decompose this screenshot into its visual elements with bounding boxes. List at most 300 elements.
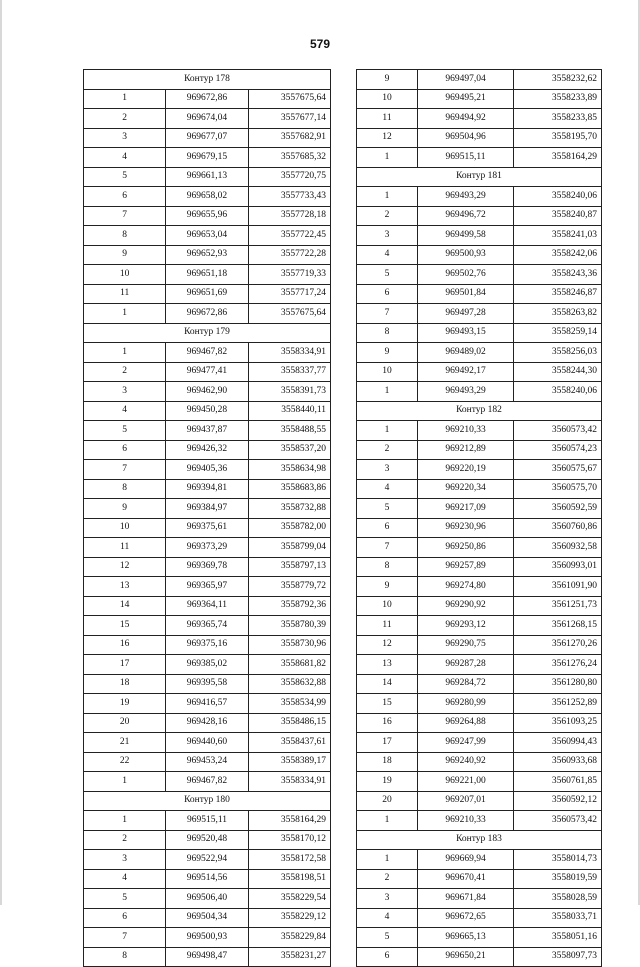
point-number: 13 xyxy=(84,577,166,597)
point-number: 6 xyxy=(357,518,418,538)
coordinate-y: 3561251,73 xyxy=(514,596,602,616)
point-number: 8 xyxy=(84,947,166,967)
point-number: 1 xyxy=(357,811,418,831)
coordinate-x: 969669,94 xyxy=(418,850,514,870)
point-number: 9 xyxy=(84,245,166,265)
coordinate-x: 969506,40 xyxy=(166,889,248,909)
point-number: 2 xyxy=(357,869,418,889)
point-number: 1 xyxy=(357,148,418,168)
table-row xyxy=(357,772,602,792)
point-number: 9 xyxy=(84,499,166,519)
coordinate-x: 969670,41 xyxy=(418,869,514,889)
coordinate-y: 3558172,58 xyxy=(248,850,330,870)
point-number: 4 xyxy=(357,908,418,928)
table-row xyxy=(84,187,331,207)
table-row xyxy=(357,206,602,226)
coordinate-x: 969658,02 xyxy=(166,187,248,207)
point-number: 1 xyxy=(84,811,166,831)
coordinate-y: 3558231,27 xyxy=(248,947,330,967)
table-row xyxy=(84,928,331,948)
point-number: 17 xyxy=(84,655,166,675)
point-number: 2 xyxy=(84,109,166,129)
coordinate-x: 969364,11 xyxy=(166,596,248,616)
table-row xyxy=(357,577,602,597)
coordinate-x: 969499,58 xyxy=(418,226,514,246)
coordinate-x: 969250,86 xyxy=(418,538,514,558)
coordinate-x: 969651,69 xyxy=(166,284,248,304)
coordinate-y: 3558229,54 xyxy=(248,889,330,909)
table-row xyxy=(357,304,602,324)
point-number: 6 xyxy=(357,284,418,304)
table-row xyxy=(84,206,331,226)
point-number: 1 xyxy=(84,89,166,109)
table-row xyxy=(357,518,602,538)
table-row xyxy=(357,596,602,616)
table-row xyxy=(357,616,602,636)
point-number: 15 xyxy=(357,694,418,714)
point-number: 12 xyxy=(357,635,418,655)
point-number: 4 xyxy=(84,148,166,168)
contour-title: Контур 179 xyxy=(84,323,331,343)
point-number: 9 xyxy=(357,577,418,597)
page-number: 579 xyxy=(309,37,331,51)
point-number: 16 xyxy=(357,713,418,733)
coordinate-x: 969650,21 xyxy=(418,947,514,967)
coordinate-x: 969395,58 xyxy=(166,674,248,694)
table-row xyxy=(84,596,331,616)
coordinate-x: 969494,92 xyxy=(418,109,514,129)
point-number: 5 xyxy=(357,265,418,285)
coordinate-y: 3557675,64 xyxy=(248,89,330,109)
coordinate-y: 3558240,06 xyxy=(514,382,602,402)
point-number: 1 xyxy=(357,850,418,870)
coordinate-y: 3557728,18 xyxy=(248,206,330,226)
table-row xyxy=(84,304,331,324)
table-row xyxy=(357,128,602,148)
table-row xyxy=(84,265,331,285)
coordinate-x: 969221,00 xyxy=(418,772,514,792)
table-row xyxy=(84,245,331,265)
coordinate-x: 969428,16 xyxy=(166,713,248,733)
coordinate-x: 969496,72 xyxy=(418,206,514,226)
point-number: 9 xyxy=(357,70,418,90)
coordinate-x: 969240,92 xyxy=(418,752,514,772)
coordinate-y: 3558780,39 xyxy=(248,616,330,636)
point-number: 22 xyxy=(84,752,166,772)
coordinate-y: 3558634,98 xyxy=(248,460,330,480)
coordinates-table-left xyxy=(83,69,331,967)
coordinate-y: 3558782,00 xyxy=(248,518,330,538)
coordinate-x: 969440,60 xyxy=(166,733,248,753)
point-number: 11 xyxy=(357,109,418,129)
coordinate-y: 3558233,85 xyxy=(514,109,602,129)
table-row xyxy=(84,226,331,246)
point-number: 12 xyxy=(357,128,418,148)
table-row xyxy=(357,323,602,343)
table-row xyxy=(84,343,331,363)
coordinate-y: 3558681,82 xyxy=(248,655,330,675)
coordinate-x: 969212,89 xyxy=(418,440,514,460)
point-number: 4 xyxy=(84,869,166,889)
contour-title: Контур 182 xyxy=(357,401,602,421)
coordinate-x: 969247,99 xyxy=(418,733,514,753)
coordinate-y: 3561270,26 xyxy=(514,635,602,655)
coordinate-y: 3558391,73 xyxy=(248,382,330,402)
coordinate-x: 969493,29 xyxy=(418,382,514,402)
coordinate-y: 3558164,29 xyxy=(514,148,602,168)
coordinate-x: 969280,99 xyxy=(418,694,514,714)
coordinate-y: 3558019,59 xyxy=(514,869,602,889)
coordinate-x: 969210,33 xyxy=(418,421,514,441)
coordinate-y: 3560761,85 xyxy=(514,772,602,792)
coordinate-y: 3558792,36 xyxy=(248,596,330,616)
coordinate-x: 969672,65 xyxy=(418,908,514,928)
point-number: 6 xyxy=(84,187,166,207)
contour-title: Контур 183 xyxy=(357,830,602,850)
coordinate-y: 3557720,75 xyxy=(248,167,330,187)
coordinate-y: 3558779,72 xyxy=(248,577,330,597)
coordinate-x: 969437,87 xyxy=(166,421,248,441)
coordinate-x: 969210,33 xyxy=(418,811,514,831)
coordinates-table-right xyxy=(356,69,602,967)
table-row xyxy=(357,635,602,655)
table-row xyxy=(357,733,602,753)
table-row xyxy=(357,947,602,967)
table-row xyxy=(357,655,602,675)
point-number: 11 xyxy=(84,284,166,304)
contour-header-row xyxy=(357,830,602,850)
table-row xyxy=(84,460,331,480)
point-number: 2 xyxy=(357,440,418,460)
coordinate-x: 969522,94 xyxy=(166,850,248,870)
point-number: 10 xyxy=(357,596,418,616)
coordinate-x: 969492,17 xyxy=(418,362,514,382)
coordinate-y: 3560573,42 xyxy=(514,811,602,831)
coordinate-y: 3560760,86 xyxy=(514,518,602,538)
coordinate-x: 969287,28 xyxy=(418,655,514,675)
point-number: 3 xyxy=(84,128,166,148)
point-number: 18 xyxy=(84,674,166,694)
table-row xyxy=(357,265,602,285)
point-number: 10 xyxy=(84,265,166,285)
coordinate-y: 3558243,36 xyxy=(514,265,602,285)
point-number: 19 xyxy=(357,772,418,792)
point-number: 3 xyxy=(84,382,166,402)
coordinate-y: 3558437,61 xyxy=(248,733,330,753)
table-row xyxy=(84,850,331,870)
coordinate-x: 969416,57 xyxy=(166,694,248,714)
table-row xyxy=(84,811,331,831)
point-number: 8 xyxy=(357,557,418,577)
coordinate-y: 3558334,91 xyxy=(248,343,330,363)
table-row xyxy=(84,577,331,597)
coordinate-x: 969672,86 xyxy=(166,304,248,324)
coordinate-x: 969365,97 xyxy=(166,577,248,597)
coordinate-x: 969467,82 xyxy=(166,772,248,792)
coordinate-x: 969375,16 xyxy=(166,635,248,655)
coordinate-x: 969394,81 xyxy=(166,479,248,499)
point-number: 20 xyxy=(84,713,166,733)
coordinate-x: 969467,82 xyxy=(166,343,248,363)
coordinate-y: 3560573,42 xyxy=(514,421,602,441)
table-row xyxy=(84,655,331,675)
coordinate-x: 969493,29 xyxy=(418,187,514,207)
point-number: 10 xyxy=(84,518,166,538)
table-row xyxy=(84,362,331,382)
table-row xyxy=(357,674,602,694)
scan-edge-left xyxy=(0,0,2,905)
coordinate-y: 3558164,29 xyxy=(248,811,330,831)
point-number: 8 xyxy=(357,323,418,343)
table-row xyxy=(357,382,602,402)
contour-title: Контур 181 xyxy=(357,167,602,187)
coordinate-x: 969290,75 xyxy=(418,635,514,655)
coordinate-y: 3558259,14 xyxy=(514,323,602,343)
point-number: 5 xyxy=(357,499,418,519)
point-number: 19 xyxy=(84,694,166,714)
coordinate-y: 3558244,30 xyxy=(514,362,602,382)
table-row xyxy=(84,635,331,655)
coordinate-y: 3560592,12 xyxy=(514,791,602,811)
coordinate-y: 3557719,33 xyxy=(248,265,330,285)
coordinate-y: 3561091,90 xyxy=(514,577,602,597)
table-row xyxy=(357,811,602,831)
table-row xyxy=(357,908,602,928)
point-number: 1 xyxy=(84,343,166,363)
coordinate-y: 3558170,12 xyxy=(248,830,330,850)
point-number: 6 xyxy=(357,947,418,967)
table-row xyxy=(357,284,602,304)
point-number: 5 xyxy=(84,421,166,441)
coordinate-y: 3558028,59 xyxy=(514,889,602,909)
coordinate-x: 969497,04 xyxy=(418,70,514,90)
coordinate-y: 3561093,25 xyxy=(514,713,602,733)
coordinate-x: 969257,89 xyxy=(418,557,514,577)
coordinate-y: 3561280,80 xyxy=(514,674,602,694)
coordinate-x: 969375,61 xyxy=(166,518,248,538)
point-number: 8 xyxy=(84,479,166,499)
coordinate-y: 3558033,71 xyxy=(514,908,602,928)
table-row xyxy=(84,167,331,187)
table-row xyxy=(84,109,331,129)
coordinate-y: 3560932,58 xyxy=(514,538,602,558)
coordinate-x: 969495,21 xyxy=(418,89,514,109)
point-number: 6 xyxy=(84,440,166,460)
point-number: 7 xyxy=(84,206,166,226)
point-number: 2 xyxy=(84,830,166,850)
contour-title: Контур 178 xyxy=(84,70,331,90)
coordinate-y: 3557733,43 xyxy=(248,187,330,207)
coordinate-x: 969677,07 xyxy=(166,128,248,148)
coordinate-x: 969369,78 xyxy=(166,557,248,577)
point-number: 20 xyxy=(357,791,418,811)
point-number: 15 xyxy=(84,616,166,636)
coordinate-y: 3557682,91 xyxy=(248,128,330,148)
coordinate-x: 969293,12 xyxy=(418,616,514,636)
table-row xyxy=(84,752,331,772)
coordinate-y: 3558486,15 xyxy=(248,713,330,733)
point-number: 2 xyxy=(84,362,166,382)
coordinate-y: 3560574,23 xyxy=(514,440,602,460)
coordinate-y: 3558334,91 xyxy=(248,772,330,792)
coordinate-x: 969220,19 xyxy=(418,460,514,480)
table-row xyxy=(84,947,331,967)
coordinate-y: 3558246,87 xyxy=(514,284,602,304)
coordinate-x: 969672,86 xyxy=(166,89,248,109)
coordinate-x: 969497,28 xyxy=(418,304,514,324)
coordinate-y: 3558683,86 xyxy=(248,479,330,499)
coordinate-y: 3558097,73 xyxy=(514,947,602,967)
contour-header-row xyxy=(357,401,602,421)
coordinate-y: 3558240,87 xyxy=(514,206,602,226)
table-row xyxy=(357,557,602,577)
point-number: 3 xyxy=(357,226,418,246)
table-row xyxy=(84,148,331,168)
point-number: 1 xyxy=(357,421,418,441)
point-number: 1 xyxy=(357,382,418,402)
coordinate-x: 969679,15 xyxy=(166,148,248,168)
coordinate-y: 3558233,89 xyxy=(514,89,602,109)
coordinate-y: 3558198,51 xyxy=(248,869,330,889)
point-number: 4 xyxy=(84,401,166,421)
table-row xyxy=(84,772,331,792)
contour-title: Контур 180 xyxy=(84,791,331,811)
coordinate-y: 3558534,99 xyxy=(248,694,330,714)
point-number: 7 xyxy=(84,460,166,480)
table-row xyxy=(357,343,602,363)
coordinate-y: 3557675,64 xyxy=(248,304,330,324)
coordinate-y: 3558337,77 xyxy=(248,362,330,382)
coordinate-x: 969450,28 xyxy=(166,401,248,421)
coordinate-y: 3558440,11 xyxy=(248,401,330,421)
coordinate-x: 969651,18 xyxy=(166,265,248,285)
coordinate-x: 969385,02 xyxy=(166,655,248,675)
coordinate-y: 3558732,88 xyxy=(248,499,330,519)
table-row xyxy=(84,382,331,402)
coordinate-x: 969264,88 xyxy=(418,713,514,733)
coordinate-x: 969652,93 xyxy=(166,245,248,265)
coordinate-y: 3558263,82 xyxy=(514,304,602,324)
coordinate-x: 969489,02 xyxy=(418,343,514,363)
coordinate-x: 969365,74 xyxy=(166,616,248,636)
coordinate-x: 969207,01 xyxy=(418,791,514,811)
coordinate-x: 969493,15 xyxy=(418,323,514,343)
table-row xyxy=(357,187,602,207)
coordinate-y: 3560592,59 xyxy=(514,499,602,519)
table-row xyxy=(357,109,602,129)
point-number: 5 xyxy=(84,167,166,187)
point-number: 10 xyxy=(357,362,418,382)
coordinate-y: 3558799,04 xyxy=(248,538,330,558)
point-number: 8 xyxy=(84,226,166,246)
coordinate-x: 969501,84 xyxy=(418,284,514,304)
table-row xyxy=(84,128,331,148)
point-number: 12 xyxy=(84,557,166,577)
coordinate-x: 969462,90 xyxy=(166,382,248,402)
coordinate-x: 969515,11 xyxy=(418,148,514,168)
point-number: 11 xyxy=(357,616,418,636)
table-row xyxy=(84,421,331,441)
point-number: 1 xyxy=(84,304,166,324)
coordinate-y: 3558241,03 xyxy=(514,226,602,246)
coordinate-x: 969520,48 xyxy=(166,830,248,850)
point-number: 9 xyxy=(357,343,418,363)
coordinate-x: 969665,13 xyxy=(418,928,514,948)
coordinate-x: 969515,11 xyxy=(166,811,248,831)
table-row xyxy=(357,928,602,948)
point-number: 3 xyxy=(84,850,166,870)
point-number: 5 xyxy=(357,928,418,948)
coordinate-x: 969671,84 xyxy=(418,889,514,909)
coordinate-y: 3561268,15 xyxy=(514,616,602,636)
table-row xyxy=(84,889,331,909)
coordinate-y: 3560575,67 xyxy=(514,460,602,480)
contour-header-row xyxy=(84,70,331,90)
coordinate-x: 969290,92 xyxy=(418,596,514,616)
table-row xyxy=(84,674,331,694)
coordinate-y: 3561276,24 xyxy=(514,655,602,675)
coordinate-x: 969217,09 xyxy=(418,499,514,519)
coordinate-x: 969453,24 xyxy=(166,752,248,772)
table-row xyxy=(357,421,602,441)
table-row xyxy=(84,499,331,519)
table-row xyxy=(357,752,602,772)
coordinate-x: 969284,72 xyxy=(418,674,514,694)
coordinate-y: 3557717,24 xyxy=(248,284,330,304)
coordinate-x: 969220,34 xyxy=(418,479,514,499)
coordinate-y: 3558730,96 xyxy=(248,635,330,655)
table-row xyxy=(357,499,602,519)
coordinate-x: 969500,93 xyxy=(418,245,514,265)
point-number: 6 xyxy=(84,908,166,928)
point-number: 21 xyxy=(84,733,166,753)
table-row xyxy=(84,908,331,928)
table-row xyxy=(357,245,602,265)
table-row xyxy=(84,616,331,636)
point-number: 7 xyxy=(357,538,418,558)
table-row xyxy=(357,440,602,460)
table-row xyxy=(84,479,331,499)
coordinate-x: 969426,32 xyxy=(166,440,248,460)
table-row xyxy=(84,284,331,304)
table-row xyxy=(84,518,331,538)
point-number: 1 xyxy=(357,187,418,207)
coordinate-x: 969500,93 xyxy=(166,928,248,948)
table-row xyxy=(357,791,602,811)
coordinate-y: 3557722,45 xyxy=(248,226,330,246)
point-number: 3 xyxy=(357,460,418,480)
coordinate-x: 969655,96 xyxy=(166,206,248,226)
coordinate-y: 3557677,14 xyxy=(248,109,330,129)
coordinate-x: 969661,13 xyxy=(166,167,248,187)
coordinate-x: 969384,97 xyxy=(166,499,248,519)
point-number: 14 xyxy=(357,674,418,694)
table-row xyxy=(357,148,602,168)
coordinate-y: 3558256,03 xyxy=(514,343,602,363)
table-row xyxy=(84,89,331,109)
table-row xyxy=(357,713,602,733)
coordinate-y: 3558195,70 xyxy=(514,128,602,148)
coordinate-x: 969504,96 xyxy=(418,128,514,148)
coordinate-y: 3558797,13 xyxy=(248,557,330,577)
coordinate-x: 969230,96 xyxy=(418,518,514,538)
point-number: 13 xyxy=(357,655,418,675)
point-number: 10 xyxy=(357,89,418,109)
contour-header-row xyxy=(84,791,331,811)
table-row xyxy=(84,401,331,421)
coordinate-y: 3558242,06 xyxy=(514,245,602,265)
point-number: 7 xyxy=(84,928,166,948)
